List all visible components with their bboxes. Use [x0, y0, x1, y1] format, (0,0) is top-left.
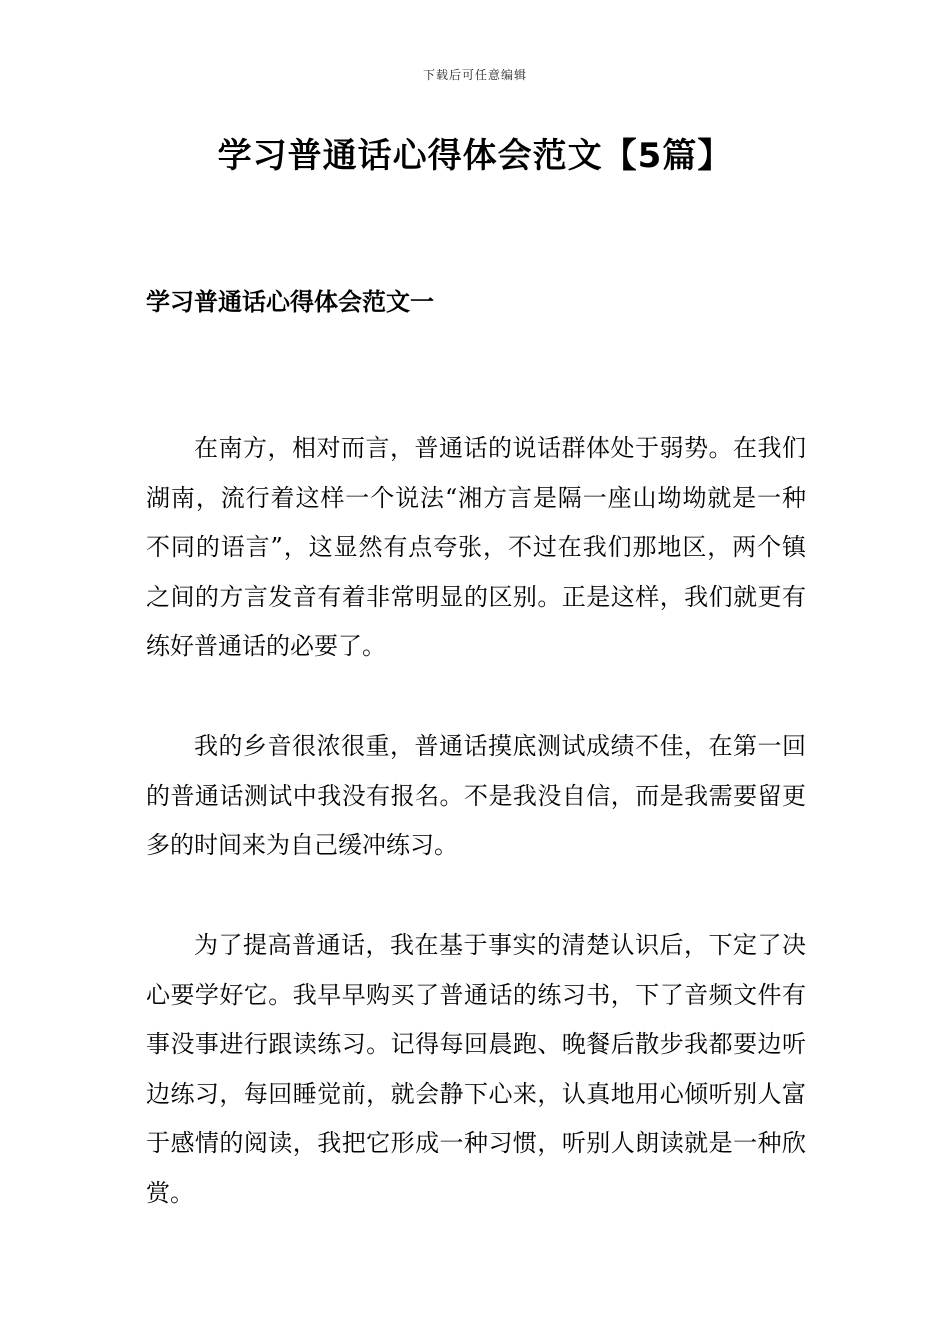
- header-note: 下载后可任意编辑: [422, 68, 527, 82]
- body-paragraph-3: 为了提高普通话，我在基于事实的清楚认识后，下定了决心要学好它。我早早购买了普通话的练习书，下了音频文件有事没事进行跟读练习。记得每回晨跑、晚餐后散步我都要边听边练习，每回睡觉前，就会静下心来，认真地用心倾听别人富于感情的阅读，我把它形成一种习惯，听别人朗读就是一种欣赏。: [146, 931, 806, 1207]
- document-title: 学习普通话心得体会范文【5篇】: [217, 136, 733, 176]
- body-paragraph-2: 我的乡音很浓很重，普通话摸底测试成绩不佳，在第一回的普通话测试中我没有报名。不是我没自信，而是我需要留更多的时间来为自己缓冲练习。: [146, 732, 806, 859]
- section-heading: 学习普通话心得体会范文一: [146, 287, 434, 316]
- body-paragraph-1: 在南方，相对而言，普通话的说话群体处于弱势。在我们湖南，流行着这样一个说法“湘方言是隔一座山坳坳就是一种不同的语言”，这显然有点夸张，不过在我们那地区，两个镇之间的方言发音有着非常明显的区别。正是这样，我们就更有练好普通话的必要了。: [146, 434, 806, 660]
